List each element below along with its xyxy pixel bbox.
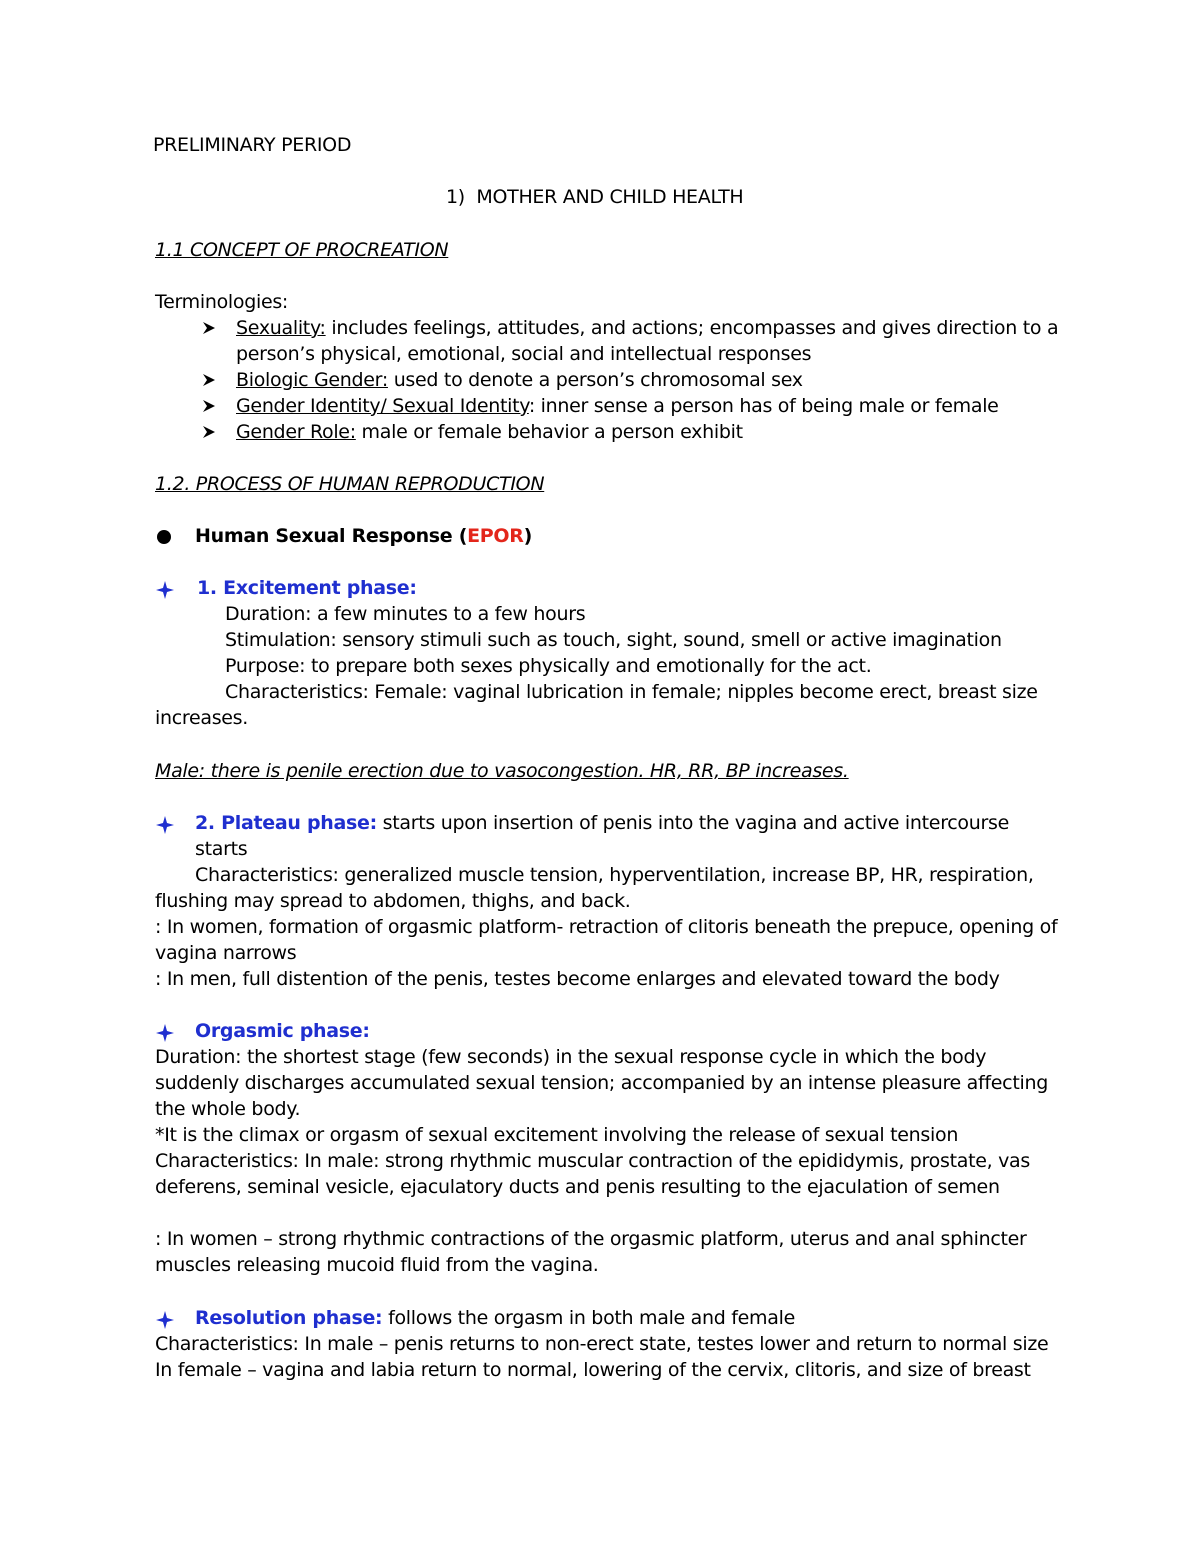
- diamond-bullet-icon: [155, 1023, 175, 1043]
- orgasmic-characteristics: Characteristics: In male: strong rhythmic muscular contraction of the epididymis, prostate, vas: [155, 1150, 1030, 1172]
- term-definition: used to denote a person’s chromosomal sex: [387, 369, 803, 391]
- excitement-male-note: Male: there is penile erection due to vasocongestion. HR, RR, BP increases.: [155, 760, 849, 782]
- response-title-text: Human Sexual Response: [195, 525, 459, 547]
- orgasmic-phase-title: Orgasmic phase:: [195, 1020, 370, 1042]
- term-label: Sexuality:: [236, 317, 326, 339]
- orgasmic-line: suddenly discharges accumulated sexual tension; accompanied by an intense pleasure affecting: [155, 1072, 1048, 1094]
- section-title: [446, 184, 743, 210]
- round-bullet-icon: [157, 530, 171, 544]
- excitement-characteristics-cont: increases.: [155, 707, 249, 729]
- orgasmic-line: deferens, seminal vesicle, ejaculatory ducts and penis resulting to the ejaculation of semen: [155, 1176, 1000, 1198]
- term-gender-identity: [236, 393, 999, 419]
- plateau-characteristics: Characteristics: generalized muscle tension, hyperventilation, increase BP, HR, respiration,: [195, 864, 1034, 886]
- term-biologic-gender: [236, 367, 803, 393]
- document-period-label: PRELIMINARY PERIOD: [153, 134, 352, 156]
- term-sexuality-cont: person’s physical, emotional, social and intellectual responses: [236, 343, 812, 365]
- paren-close: ): [523, 525, 532, 547]
- orgasmic-line: the whole body.: [155, 1098, 301, 1120]
- section-title-text: MOTHER AND CHILD HEALTH: [476, 186, 744, 208]
- term-definition: male or female behavior a person exhibit: [355, 421, 743, 443]
- excitement-phase-title: 1. Excitement phase:: [197, 577, 417, 599]
- terminologies-label: Terminologies:: [155, 291, 289, 313]
- epor-acronym: EPOR: [467, 525, 524, 547]
- paren-open: (: [458, 525, 468, 547]
- excitement-stimulation: Stimulation: sensory stimuli such as touch, sight, sound, smell or active imagination: [225, 629, 1002, 651]
- orgasmic-line: muscles releasing mucoid fluid from the vagina.: [155, 1254, 599, 1276]
- plateau-title-text: 2. Plateau phase:: [195, 812, 377, 834]
- orgasmic-duration: Duration: the shortest stage (few seconds) in the sexual response cycle in which the body: [155, 1046, 987, 1068]
- resolution-description: follows the orgasm in both male and female: [382, 1307, 795, 1329]
- human-sexual-response-title: [195, 523, 532, 549]
- term-definition: : inner sense a person has of being male or female: [528, 395, 999, 417]
- diamond-bullet-icon: [155, 580, 175, 600]
- term-gender-role: [236, 419, 743, 445]
- resolution-characteristics: Characteristics: In male – penis returns to non-erect state, testes lower and return to normal size: [155, 1333, 1049, 1355]
- term-label: Biologic Gender:: [236, 369, 388, 391]
- excitement-characteristics: Characteristics: Female: vaginal lubrication in female; nipples become erect, breast size: [225, 681, 1038, 703]
- plateau-line: flushing may spread to abdomen, thighs, and back.: [155, 890, 631, 912]
- excitement-purpose: Purpose: to prepare both sexes physically and emotionally for the act.: [225, 655, 872, 677]
- section-number: 1): [446, 186, 465, 208]
- section-1-2-heading: 1.2. PROCESS OF HUMAN REPRODUCTION: [155, 473, 545, 495]
- plateau-phase-title: [195, 810, 1009, 836]
- excitement-duration: Duration: a few minutes to a few hours: [225, 603, 586, 625]
- arrowhead-bullet-icon: [199, 425, 219, 439]
- arrowhead-bullet-icon: [199, 399, 219, 413]
- resolution-female: In female – vagina and labia return to normal, lowering of the cervix, clitoris, and size of breast: [155, 1359, 1031, 1381]
- orgasmic-climax-note: *It is the climax or orgasm of sexual excitement involving the release of sexual tension: [155, 1124, 959, 1146]
- term-label: Gender Role:: [236, 421, 356, 443]
- section-1-1-heading: 1.1 CONCEPT OF PROCREATION: [155, 239, 449, 261]
- term-definition: includes feelings, attitudes, and actions; encompasses and gives direction to a: [325, 317, 1059, 339]
- plateau-men: : In men, full distention of the penis, testes become enlarges and elevated toward the body: [155, 968, 1000, 990]
- resolution-phase-title: [195, 1305, 795, 1331]
- resolution-title-text: Resolution phase:: [195, 1307, 383, 1329]
- term-sexuality: [236, 315, 1058, 341]
- arrowhead-bullet-icon: [199, 373, 219, 387]
- diamond-bullet-icon: [155, 1310, 175, 1330]
- arrowhead-bullet-icon: [199, 321, 219, 335]
- plateau-line: vagina narrows: [155, 942, 297, 964]
- diamond-bullet-icon: [155, 815, 175, 835]
- plateau-line: starts: [195, 838, 248, 860]
- plateau-women: : In women, formation of orgasmic platform- retraction of clitoris beneath the prepuce, opening of: [155, 916, 1058, 938]
- plateau-description: starts upon insertion of penis into the vagina and active intercourse: [376, 812, 1009, 834]
- term-label: Gender Identity/ Sexual Identity: [236, 395, 529, 417]
- orgasmic-women: : In women – strong rhythmic contractions of the orgasmic platform, uterus and anal sphincter: [155, 1228, 1027, 1250]
